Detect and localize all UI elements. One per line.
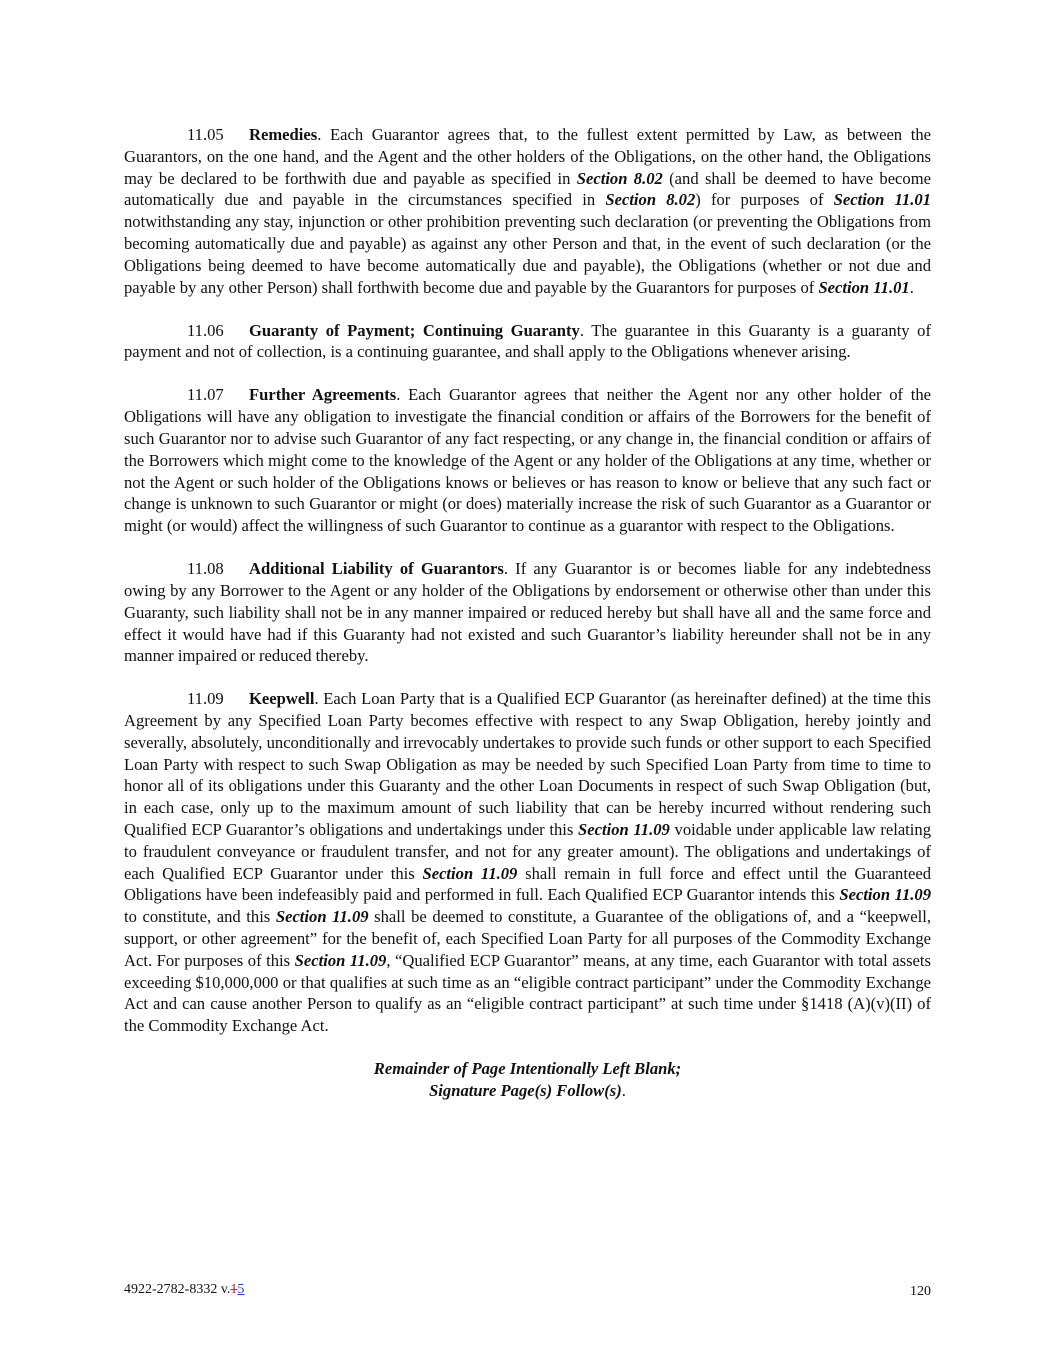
- deleted-version-number: 1: [230, 1282, 238, 1297]
- document-id-prefix: 4922-2782-8332 v.: [124, 1282, 231, 1297]
- closing-note: [124, 1058, 931, 1102]
- section-cross-reference: Section 11.01: [818, 277, 910, 297]
- page-number: 120: [910, 1284, 931, 1299]
- section-text: . If any Guarantor is or becomes liable for any indebtedness owing by any Borrower to the Agent or any holder of the Obligations by endorsement or otherwise other than under this Guaranty, such liability shall not be in any manner impaired or reduced hereby but shall have all and the same force and effect it would have had if this Guaranty had not existed and such Guarantor’s liability hereunder shall not be in any manner impaired or reduced thereby.: [124, 559, 931, 666]
- section-11-07: [124, 384, 931, 537]
- section-text: , “Qualified ECP Guarantor” means, at any time, each Guarantor with total assets exceeding $10,000,000 or that qualifies at such time as an “eligible contract participant” under the Commodity Exchange Act and can cause another Person to qualify as an “eligible contract participant” at such time under §1418 (A)(v)(II) of the Commodity Exchange Act.: [124, 950, 931, 1036]
- section-11-09: [124, 688, 931, 1037]
- section-text: ) for purposes of: [695, 190, 834, 210]
- section-cross-reference: Section 11.09: [422, 863, 518, 883]
- section-text: shall remain in full force and effect until the Guaranteed Obligations have been indefeasibly paid and performed in full. Each Qualified ECP Guarantor intends this: [124, 863, 931, 905]
- section-heading: Guaranty of Payment; Continuing Guaranty: [249, 320, 580, 340]
- section-number: 11.08: [187, 559, 224, 579]
- closing-line-2-text: Signature Page(s) Follow(s): [429, 1081, 622, 1101]
- section-text: notwithstanding any stay, injunction or other prohibition preventing such declaration (or preventing the Obligations from becoming automatically due and payable) as against any other Person and that, in the event of such declaration (or the Obligations being deemed to have become automatically due and payable), the Obligations (whether or not due and payable by any other Person) shall forthwith become due and payable by the Guarantors for purposes of: [124, 212, 931, 297]
- section-11-05: [124, 124, 931, 298]
- inserted-version-number: 5: [237, 1282, 245, 1297]
- section-text: . Each Guarantor agrees that neither the Agent nor any other holder of the Obligations will have any obligation to investigate the financial condition or affairs of the Borrowers for the benefit of such Guarantor nor to advise such Guarantor of any fact respecting, or any change in, the financial condition or affairs of the Borrowers which might come to the knowledge of the Agent or any holder of the Obligations at any time, whether or not the Agent or such holder of the Obligations knows or believes or has reason to know or believe that any such fact or change is unknown to such Guarantor or might (or does) materially increase the risk of such Guarantor as a Guarantor or might (or would) affect the willingness of such Guarantor to continue as a guarantor with respect to the Obligations.: [124, 385, 932, 536]
- section-text: . Each Guarantor agrees that, to the fullest extent permitted by Law, as between the Guarantors, on the one hand, and the Agent and the other holders of the Obligations, on the other hand, the Obligations may be declared to be forthwith due and payable as specified in: [124, 125, 931, 188]
- section-text: . The guarantee in this Guaranty is a guaranty of payment and not of collection, is a continuing guarantee, and shall apply to the Obligations whenever arising.: [124, 320, 931, 362]
- section-text: .: [909, 277, 914, 297]
- section-11-08: [124, 558, 931, 667]
- section-number: 11.05: [187, 125, 224, 144]
- section-text: (and shall be deemed to have become automatically due and payable in the circumstances specified in: [124, 168, 931, 210]
- closing-line-2-period: .: [621, 1081, 626, 1101]
- section-heading: Additional Liability of Guarantors: [249, 559, 504, 579]
- section-11-06: [124, 320, 931, 364]
- section-cross-reference: Section 8.02: [576, 168, 663, 188]
- section-text: shall be deemed to constitute, a Guarantee of the obligations of, and a “keepwell, support, or other agreement” for the benefit of, each Specified Loan Party for all purposes of the Commodity Exchange Act. For purposes of this: [124, 907, 931, 970]
- section-cross-reference: Section 11.09: [839, 885, 931, 905]
- section-text: voidable under applicable law relating to fraudulent conveyance or fraudulent transfer, and not for any greater amount). The obligations and undertakings of each Qualified ECP Guarantor under this: [124, 820, 931, 883]
- section-cross-reference: Section 11.01: [833, 190, 931, 210]
- section-text: . Each Loan Party that is a Qualified ECP Guarantor (as hereinafter defined) at the time this Agreement by any Specified Loan Party becomes effective with respect to any Swap Obligation, hereby jointly and severally, absolutely, unconditionally and irrevocably undertakes to provide such funds or other support to each Specified Loan Party with respect to such Swap Obligation as may be needed by such Specified Loan Party from time to time to honor all of its obligations under this Guaranty and the other Loan Documents in respect of such Swap Obligation (but, in each case, only up to the maximum amount of such liability that can be hereby incurred without rendering such Qualified ECP Guarantor’s obligations and undertakings under this: [124, 689, 931, 840]
- closing-line-1: Remainder of Page Intentionally Left Blank;: [373, 1059, 682, 1079]
- section-cross-reference: Section 8.02: [605, 190, 696, 210]
- section-number: 11.07: [187, 385, 224, 405]
- section-cross-reference: Section 11.09: [275, 907, 369, 927]
- section-cross-reference: Section 11.09: [578, 820, 670, 840]
- document-body: [124, 124, 931, 1102]
- section-heading: Remedies: [249, 125, 318, 144]
- section-number: 11.09: [187, 689, 224, 709]
- section-cross-reference: Section 11.09: [294, 950, 387, 970]
- section-text: to constitute, and this: [124, 907, 276, 927]
- footer-document-id: [124, 1282, 244, 1298]
- section-heading: Keepwell: [249, 689, 315, 709]
- closing-line-2: [124, 1080, 931, 1102]
- section-number: 11.06: [187, 320, 224, 340]
- section-heading: Further Agreements: [249, 385, 397, 405]
